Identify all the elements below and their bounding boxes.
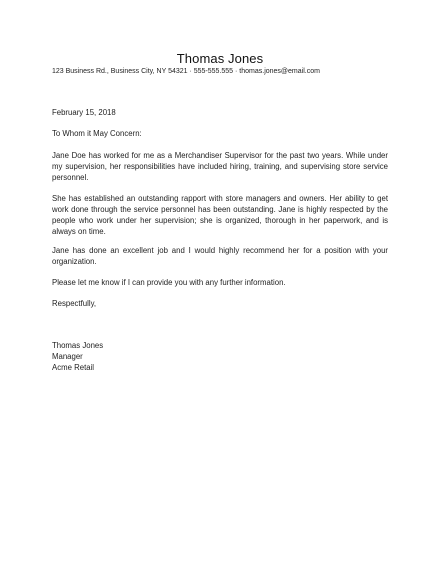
letter-salutation: To Whom it May Concern: bbox=[52, 129, 142, 138]
sender-name-heading: Thomas Jones bbox=[176, 51, 264, 66]
letter-date: February 15, 2018 bbox=[52, 108, 116, 117]
signature-name: Thomas Jones bbox=[52, 341, 104, 350]
paragraph-2: She has established an outstanding rapport with store managers and owners. Her ability to get work done through the service personnel has been outstanding. Jane is highly respected by the people who work under her supervision; she is organized, thorough in her paperwork, and is always on time. bbox=[52, 194, 388, 236]
sender-contact-line: 123 Business Rd., Business City, NY 54321 · 555-555.555 · thomas.jones@email.com bbox=[52, 68, 320, 75]
signature-company: Acme Retail bbox=[52, 363, 95, 372]
letter-closing: Respectfully, bbox=[52, 299, 97, 308]
paragraph-3: Jane has done an excellent job and I would highly recommend her for a position with your organization. bbox=[52, 246, 388, 266]
signature-title: Manager bbox=[52, 352, 83, 361]
paragraph-1: Jane Doe has worked for me as a Merchandiser Supervisor for the past two years. While under my supervision, her responsibilities have included hiring, training, and supervising store service personnel. bbox=[52, 151, 388, 182]
paragraph-4: Please let me know if I can provide you with any further information. bbox=[52, 278, 286, 287]
